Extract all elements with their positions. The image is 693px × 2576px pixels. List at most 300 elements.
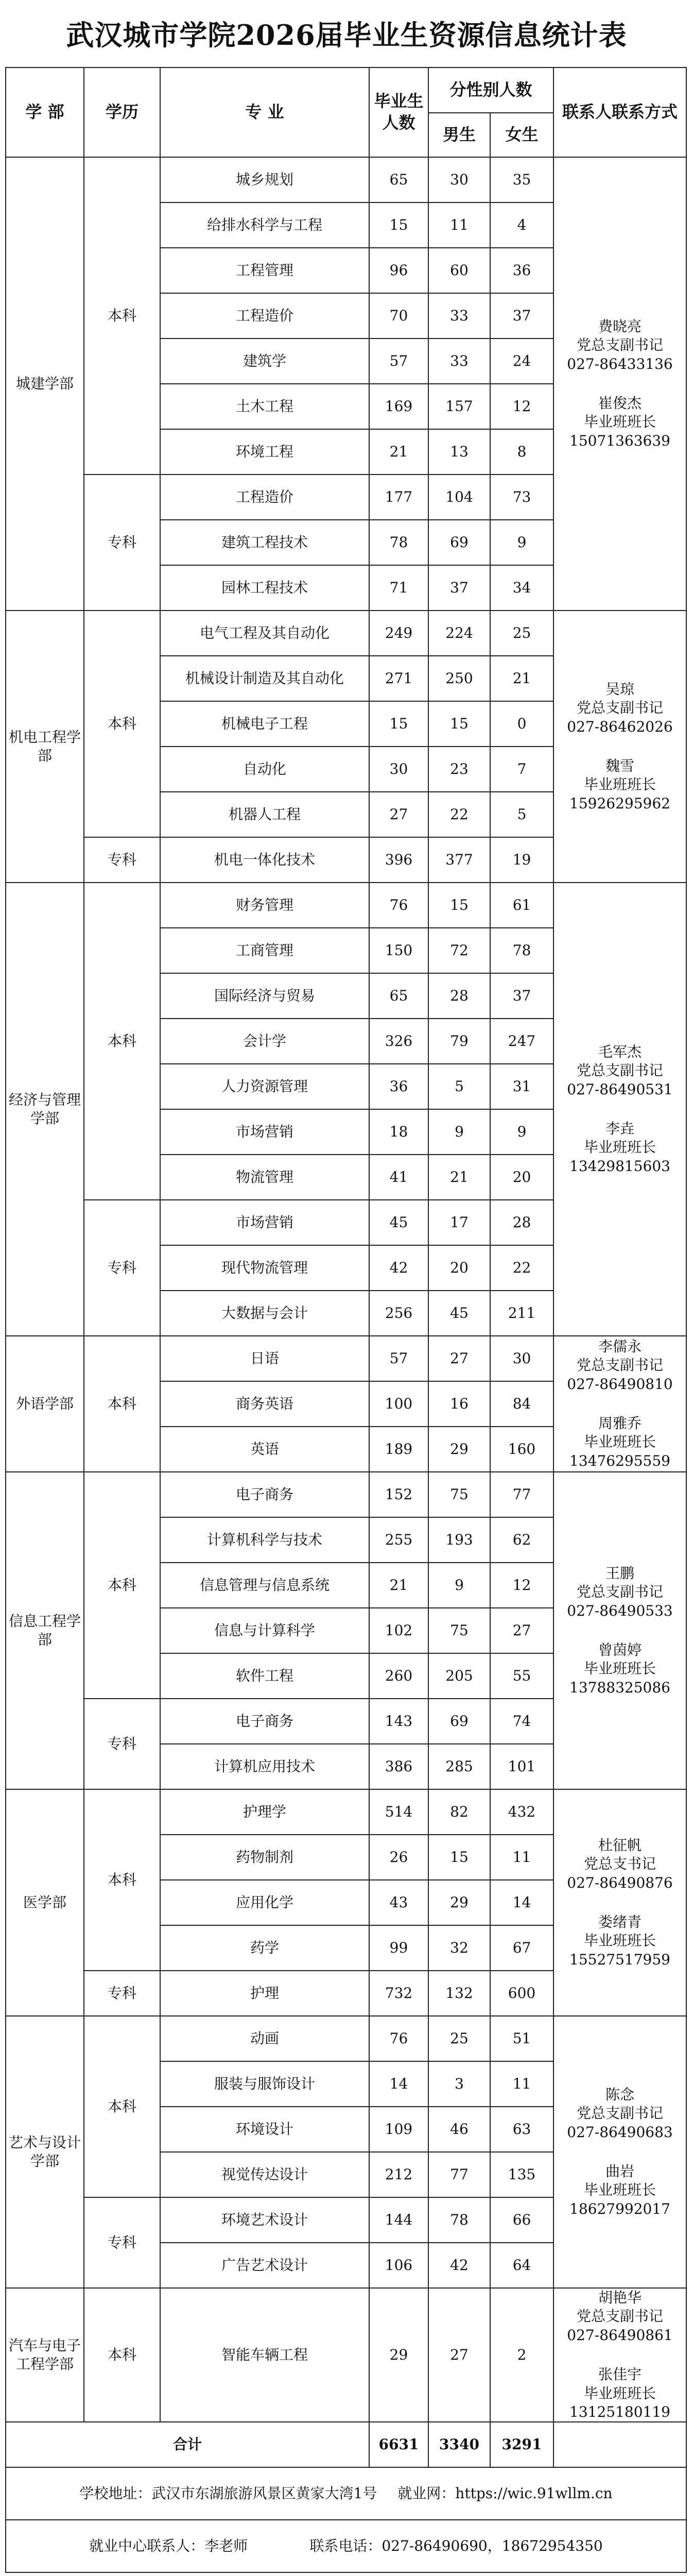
graduate-count: 76 — [369, 883, 428, 928]
female-count: 25 — [490, 611, 553, 656]
graduate-count: 271 — [369, 656, 428, 701]
major-name: 药学 — [160, 1925, 369, 1971]
graduate-count: 41 — [369, 1155, 428, 1200]
male-count: 60 — [428, 248, 490, 293]
female-count: 160 — [490, 1427, 553, 1472]
male-count: 69 — [428, 1699, 490, 1744]
department-contact — [553, 611, 686, 883]
female-count: 74 — [490, 1699, 553, 1744]
female-count: 63 — [490, 2107, 553, 2152]
contact-phone: 13476295559 — [569, 1452, 670, 1469]
degree-level: 本科 — [84, 2016, 160, 2197]
male-count: 285 — [428, 1744, 490, 1789]
male-count: 250 — [428, 656, 490, 701]
footer-contact-cell — [6, 2520, 686, 2572]
female-count: 247 — [490, 1019, 553, 1064]
major-name: 机械设计制造及其自动化 — [160, 656, 369, 701]
male-count: 75 — [428, 1608, 490, 1653]
contact-role: 毕业班班长 — [584, 1932, 656, 1950]
contact-phone: 13125180119 — [569, 2403, 670, 2420]
graduate-count: 26 — [369, 1835, 428, 1880]
graduate-count: 99 — [369, 1925, 428, 1971]
department-name: 经济与管理学部 — [6, 883, 84, 1336]
female-count: 11 — [490, 1835, 553, 1880]
graduate-count: 70 — [369, 293, 428, 338]
male-count: 13 — [428, 429, 490, 474]
graduate-count: 326 — [369, 1019, 428, 1064]
major-name: 给排水科学与工程 — [160, 202, 369, 248]
male-count: 30 — [428, 157, 490, 202]
degree-level: 本科 — [84, 611, 160, 837]
contact-name: 王鹏 — [605, 1564, 635, 1582]
male-count: 29 — [428, 1880, 490, 1925]
graduate-count: 65 — [369, 157, 428, 202]
degree-level: 专科 — [84, 1971, 160, 2016]
table-body — [6, 157, 686, 2422]
major-name: 智能车辆工程 — [160, 2288, 369, 2422]
graduate-count: 96 — [369, 248, 428, 293]
major-name: 城乡规划 — [160, 157, 369, 202]
female-count: 30 — [490, 1336, 553, 1381]
graduate-count: 106 — [369, 2243, 428, 2288]
graduate-count: 30 — [369, 747, 428, 792]
major-name: 市场营销 — [160, 1109, 369, 1155]
graduate-count: 100 — [369, 1381, 428, 1427]
department-contact — [553, 2016, 686, 2288]
table-row — [6, 883, 686, 928]
male-count: 33 — [428, 293, 490, 338]
contact-role: 党总支副书记 — [577, 1357, 664, 1374]
table-row — [6, 611, 686, 656]
contact-phone: 13788325086 — [569, 1679, 670, 1696]
female-count: 7 — [490, 747, 553, 792]
female-count: 8 — [490, 429, 553, 474]
contact-role: 党总支副书记 — [577, 2105, 664, 2122]
graduate-count: 65 — [369, 973, 428, 1019]
degree-level: 本科 — [84, 2288, 160, 2422]
female-count: 19 — [490, 837, 553, 883]
female-count: 211 — [490, 1291, 553, 1336]
graduate-count: 260 — [369, 1653, 428, 1699]
graduate-count: 150 — [369, 928, 428, 973]
total-row — [6, 2422, 686, 2467]
employment-website[interactable]: https://wic.91wllm.cn — [455, 2485, 613, 2502]
contact-name: 李垚 — [605, 1120, 635, 1137]
contact-name: 魏雪 — [605, 757, 635, 774]
department-name: 医学部 — [6, 1789, 84, 2016]
major-name: 机器人工程 — [160, 792, 369, 837]
department-name: 外语学部 — [6, 1336, 84, 1472]
table-row — [6, 2288, 686, 2422]
degree-level: 专科 — [84, 2197, 160, 2288]
table-row — [6, 2016, 686, 2061]
major-name: 药物制剂 — [160, 1835, 369, 1880]
footer-address-row — [6, 2467, 686, 2520]
male-count: 45 — [428, 1291, 490, 1336]
total-label: 合计 — [6, 2422, 369, 2467]
graduate-count: 255 — [369, 1517, 428, 1563]
major-name: 物流管理 — [160, 1155, 369, 1200]
table-footer — [6, 2422, 686, 2572]
graduate-count: 21 — [369, 1563, 428, 1608]
male-count: 3 — [428, 2061, 490, 2107]
male-count: 193 — [428, 1517, 490, 1563]
table-row — [6, 1789, 686, 1835]
female-count: 9 — [490, 1109, 553, 1155]
major-name: 工程管理 — [160, 248, 369, 293]
male-count: 82 — [428, 1789, 490, 1835]
degree-level: 本科 — [84, 883, 160, 1200]
male-count: 33 — [428, 338, 490, 384]
graduate-count: 15 — [369, 701, 428, 747]
department-contact — [553, 883, 686, 1336]
male-count: 69 — [428, 520, 490, 565]
major-name: 大数据与会计 — [160, 1291, 369, 1336]
table-row — [6, 1472, 686, 1517]
graduate-count: 71 — [369, 565, 428, 611]
female-count: 24 — [490, 338, 553, 384]
graduate-count: 29 — [369, 2288, 428, 2422]
contact-phone: 15527517959 — [569, 1951, 670, 1968]
major-name: 工商管理 — [160, 928, 369, 973]
male-count: 9 — [428, 1109, 490, 1155]
contact-role: 毕业班班长 — [584, 776, 656, 793]
female-count: 31 — [490, 1064, 553, 1109]
center-contact: 李老师 — [204, 2537, 248, 2555]
graduate-count: 109 — [369, 2107, 428, 2152]
male-count: 20 — [428, 1245, 490, 1291]
male-count: 21 — [428, 1155, 490, 1200]
contact-name: 胡艳华 — [598, 2289, 642, 2306]
contact-role: 党总支副书记 — [577, 2308, 664, 2325]
degree-level: 本科 — [84, 1789, 160, 1971]
major-name: 土木工程 — [160, 384, 369, 429]
contact-role: 毕业班班长 — [584, 413, 656, 431]
school-address: 武汉市东湖旅游风景区黄家大湾1号 — [151, 2485, 377, 2502]
graduate-count: 42 — [369, 1245, 428, 1291]
contact-phone: 027-86433136 — [567, 355, 673, 372]
major-name: 财务管理 — [160, 883, 369, 928]
major-name: 计算机科学与技术 — [160, 1517, 369, 1563]
contact-name: 崔俊杰 — [598, 395, 642, 412]
contact-name: 李儒永 — [598, 1337, 642, 1355]
female-count: 62 — [490, 1517, 553, 1563]
department-contact — [553, 1472, 686, 1789]
contact-name: 杜征帆 — [598, 1836, 642, 1854]
contact-role: 党总支副书记 — [577, 1583, 664, 1601]
contact-phone: 027-86490531 — [567, 1080, 673, 1098]
graduate-count: 396 — [369, 837, 428, 883]
female-count: 5 — [490, 792, 553, 837]
female-count: 55 — [490, 1653, 553, 1699]
contact-name: 娄绪青 — [598, 1913, 642, 1930]
contact-label: 就业中心联系人： — [89, 2537, 205, 2555]
contact-role: 毕业班班长 — [584, 1139, 656, 1156]
header-male: 男生 — [428, 113, 490, 157]
contact-role: 党总支副书记 — [577, 336, 664, 354]
graduate-count: 732 — [369, 1971, 428, 2016]
department-contact — [553, 2288, 686, 2422]
major-name: 动画 — [160, 2016, 369, 2061]
contact-role: 党总支副书记 — [577, 1062, 664, 1079]
female-count: 12 — [490, 1563, 553, 1608]
major-name: 信息管理与信息系统 — [160, 1563, 369, 1608]
contact-role: 党总支书记 — [584, 1855, 656, 1873]
major-name: 软件工程 — [160, 1653, 369, 1699]
footer-address-cell — [6, 2467, 686, 2520]
female-count: 51 — [490, 2016, 553, 2061]
table-row — [6, 1336, 686, 1381]
major-name: 日语 — [160, 1336, 369, 1381]
graduate-count: 27 — [369, 792, 428, 837]
graduate-count: 177 — [369, 474, 428, 520]
contact-phone: 027-86462026 — [567, 718, 673, 735]
male-count: 42 — [428, 2243, 490, 2288]
major-name: 建筑工程技术 — [160, 520, 369, 565]
contact-name: 曲岩 — [605, 2163, 635, 2180]
major-name: 电气工程及其自动化 — [160, 611, 369, 656]
male-count: 9 — [428, 1563, 490, 1608]
department-name: 机电工程学部 — [6, 611, 84, 883]
website-label: 就业网： — [397, 2485, 456, 2502]
graduate-count: 57 — [369, 1336, 428, 1381]
graduate-count: 18 — [369, 1109, 428, 1155]
female-count: 28 — [490, 1200, 553, 1245]
degree-level: 专科 — [84, 474, 160, 611]
department-name: 信息工程学部 — [6, 1472, 84, 1789]
female-count: 77 — [490, 1472, 553, 1517]
graduate-count: 14 — [369, 2061, 428, 2107]
graduate-count: 15 — [369, 202, 428, 248]
female-count: 36 — [490, 248, 553, 293]
major-name: 市场营销 — [160, 1200, 369, 1245]
major-name: 服装与服饰设计 — [160, 2061, 369, 2107]
major-name: 电子商务 — [160, 1472, 369, 1517]
male-count: 23 — [428, 747, 490, 792]
contact-role: 毕业班班长 — [584, 1433, 656, 1451]
female-count: 22 — [490, 1245, 553, 1291]
female-count: 66 — [490, 2197, 553, 2243]
graduate-count: 21 — [369, 429, 428, 474]
table-header — [6, 67, 686, 157]
major-name: 环境设计 — [160, 2107, 369, 2152]
male-count: 79 — [428, 1019, 490, 1064]
graduate-count: 36 — [369, 1064, 428, 1109]
major-name: 应用化学 — [160, 1880, 369, 1925]
female-count: 9 — [490, 520, 553, 565]
contact-phone: 15926295962 — [569, 794, 670, 812]
contact-phone: 13429815603 — [569, 1157, 670, 1175]
contact-phone: 15071363639 — [569, 432, 670, 449]
male-count: 377 — [428, 837, 490, 883]
contact-name: 曾茵婷 — [598, 1641, 642, 1658]
contact-phone: 027-86490861 — [567, 2326, 673, 2344]
graduate-count: 256 — [369, 1291, 428, 1336]
graduate-count: 57 — [369, 338, 428, 384]
major-name: 机械电子工程 — [160, 701, 369, 747]
major-name: 信息与计算科学 — [160, 1608, 369, 1653]
male-count: 11 — [428, 202, 490, 248]
department-contact — [553, 1336, 686, 1472]
female-count: 27 — [490, 1608, 553, 1653]
graduate-count: 45 — [369, 1200, 428, 1245]
male-count: 15 — [428, 701, 490, 747]
contact-phone: 027-86490533 — [567, 1602, 673, 1619]
female-count: 78 — [490, 928, 553, 973]
department-name: 艺术与设计学部 — [6, 2016, 84, 2288]
page-title: 武汉城市学院2026届毕业生资源信息统计表 — [66, 19, 627, 52]
header-major: 专 业 — [160, 67, 369, 157]
header-graduates: 毕业生人数 — [369, 67, 428, 157]
male-count: 15 — [428, 1835, 490, 1880]
female-count: 0 — [490, 701, 553, 747]
male-count: 15 — [428, 883, 490, 928]
contact-name: 周雅乔 — [598, 1415, 642, 1432]
graduate-count: 514 — [369, 1789, 428, 1835]
male-count: 32 — [428, 1925, 490, 1971]
header-contact: 联系人联系方式 — [553, 67, 686, 157]
major-name: 环境艺术设计 — [160, 2197, 369, 2243]
major-name: 护理学 — [160, 1789, 369, 1835]
contact-name: 张佳宇 — [598, 2366, 642, 2383]
female-count: 84 — [490, 1381, 553, 1427]
male-count: 46 — [428, 2107, 490, 2152]
male-count: 37 — [428, 565, 490, 611]
graduate-count: 249 — [369, 611, 428, 656]
total-contact-empty — [553, 2422, 686, 2467]
female-count: 61 — [490, 883, 553, 928]
department-contact — [553, 1789, 686, 2016]
female-count: 101 — [490, 1744, 553, 1789]
contact-phone: 027-86490810 — [567, 1375, 673, 1393]
major-name: 视觉传达设计 — [160, 2152, 369, 2197]
major-name: 电子商务 — [160, 1699, 369, 1744]
table-row — [6, 157, 686, 202]
male-count: 77 — [428, 2152, 490, 2197]
male-count: 78 — [428, 2197, 490, 2243]
total-male: 3340 — [428, 2422, 490, 2467]
major-name: 护理 — [160, 1971, 369, 2016]
female-count: 34 — [490, 565, 553, 611]
female-count: 20 — [490, 1155, 553, 1200]
female-count: 2 — [490, 2288, 553, 2422]
male-count: 132 — [428, 1971, 490, 2016]
total-female: 3291 — [490, 2422, 553, 2467]
female-count: 135 — [490, 2152, 553, 2197]
male-count: 5 — [428, 1064, 490, 1109]
male-count: 27 — [428, 2288, 490, 2422]
male-count: 28 — [428, 973, 490, 1019]
total-graduates: 6631 — [369, 2422, 428, 2467]
contact-phone: 18627992017 — [569, 2200, 670, 2217]
contact-name: 陈念 — [605, 2086, 635, 2103]
major-name: 英语 — [160, 1427, 369, 1472]
male-count: 224 — [428, 611, 490, 656]
major-name: 工程造价 — [160, 293, 369, 338]
department-name: 城建学部 — [6, 157, 84, 611]
male-count: 72 — [428, 928, 490, 973]
contact-role: 党总支副书记 — [577, 699, 664, 717]
degree-level: 本科 — [84, 157, 160, 474]
male-count: 16 — [428, 1381, 490, 1427]
male-count: 25 — [428, 2016, 490, 2061]
department-contact — [553, 157, 686, 611]
degree-level: 本科 — [84, 1336, 160, 1472]
contact-role: 毕业班班长 — [584, 1660, 656, 1677]
female-count: 11 — [490, 2061, 553, 2107]
address-label: 学校地址： — [79, 2485, 152, 2502]
major-name: 商务英语 — [160, 1381, 369, 1427]
graduate-count: 189 — [369, 1427, 428, 1472]
department-name: 汽车与电子工程学部 — [6, 2288, 84, 2422]
contact-name: 毛军杰 — [598, 1043, 642, 1060]
female-count: 73 — [490, 474, 553, 520]
male-count: 157 — [428, 384, 490, 429]
major-name: 自动化 — [160, 747, 369, 792]
major-name: 建筑学 — [160, 338, 369, 384]
footer-contact-row — [6, 2520, 686, 2572]
male-count: 75 — [428, 1472, 490, 1517]
female-count: 14 — [490, 1880, 553, 1925]
female-count: 37 — [490, 973, 553, 1019]
female-count: 67 — [490, 1925, 553, 1971]
major-name: 国际经济与贸易 — [160, 973, 369, 1019]
header-gender-group: 分性别人数 — [428, 67, 553, 113]
graduate-count: 152 — [369, 1472, 428, 1517]
graduate-count: 76 — [369, 2016, 428, 2061]
contact-role: 毕业班班长 — [584, 2181, 656, 2199]
graduate-count: 43 — [369, 1880, 428, 1925]
contact-phone: 027-86490683 — [567, 2123, 673, 2141]
major-name: 环境工程 — [160, 429, 369, 474]
female-count: 4 — [490, 202, 553, 248]
contact-name: 费晓亮 — [598, 317, 642, 335]
major-name: 园林工程技术 — [160, 565, 369, 611]
major-name: 计算机应用技术 — [160, 1744, 369, 1789]
phone-label: 联系电话： — [309, 2537, 382, 2555]
female-count: 12 — [490, 384, 553, 429]
graduate-statistics-table — [5, 67, 687, 2573]
male-count: 17 — [428, 1200, 490, 1245]
contact-name: 吴琼 — [605, 680, 635, 698]
degree-level: 专科 — [84, 837, 160, 883]
center-phone: 027-86490690，18672954350 — [382, 2537, 603, 2555]
degree-level: 专科 — [84, 1200, 160, 1336]
degree-level: 专科 — [84, 1699, 160, 1789]
female-count: 432 — [490, 1789, 553, 1835]
major-name: 广告艺术设计 — [160, 2243, 369, 2288]
male-count: 205 — [428, 1653, 490, 1699]
major-name: 会计学 — [160, 1019, 369, 1064]
graduate-count: 144 — [369, 2197, 428, 2243]
female-count: 21 — [490, 656, 553, 701]
male-count: 22 — [428, 792, 490, 837]
major-name: 工程造价 — [160, 474, 369, 520]
female-count: 35 — [490, 157, 553, 202]
header-department: 学 部 — [6, 67, 84, 157]
graduate-count: 102 — [369, 1608, 428, 1653]
female-count: 600 — [490, 1971, 553, 2016]
major-name: 现代物流管理 — [160, 1245, 369, 1291]
graduate-count: 212 — [369, 2152, 428, 2197]
graduate-count: 169 — [369, 384, 428, 429]
graduate-count: 78 — [369, 520, 428, 565]
major-name: 人力资源管理 — [160, 1064, 369, 1109]
male-count: 29 — [428, 1427, 490, 1472]
major-name: 机电一体化技术 — [160, 837, 369, 883]
header-female: 女生 — [490, 113, 553, 157]
female-count: 37 — [490, 293, 553, 338]
